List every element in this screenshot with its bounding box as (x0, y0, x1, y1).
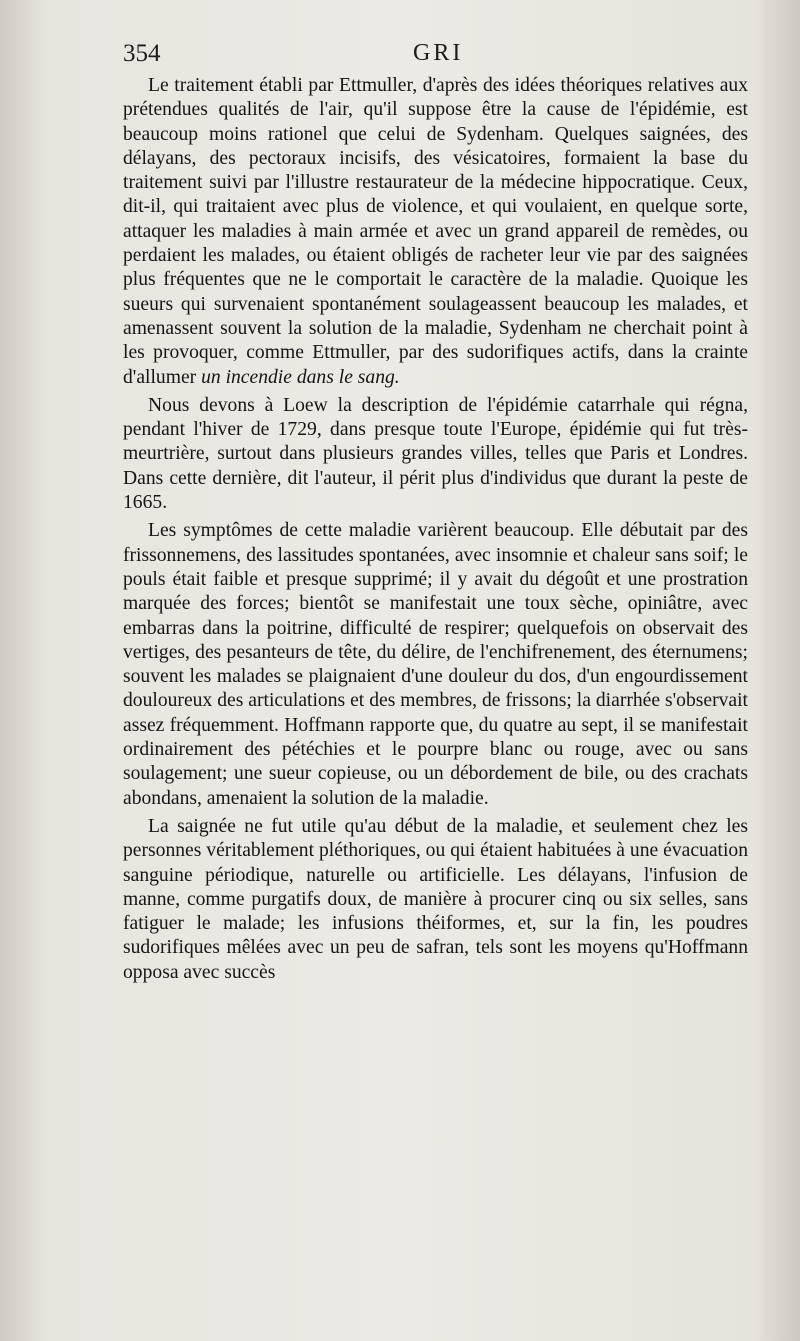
body-text (123, 74, 748, 985)
running-head: GRI (413, 40, 464, 66)
paragraph-4: La saignée ne fut utile qu'au début de la maladie, et seulement chez les personnes véritablement pléthoriques, ou qui étaient habituées à une évacuation sanguine périodique, naturelle ou artificielle. Les délayans, l'infusion de manne, comme purgatifs doux, de manière à procurer cinq ou six selles, sans fatiguer le malade; les infusions théiformes, et, sur la fin, les poudres sudorifiques mêlées avec un peu de safran, tels sont les moyens qu'Hoffmann opposa avec succès (123, 815, 748, 983)
paragraph-1-text: Le traitement établi par Ettmuller, d'après des idées théoriques relatives aux prétendues qualités de l'air, qu'il suppose être la cause de l'épidémie, est beaucoup moins rationel que celui de Sydenham. Quelques saignées, des délayans, des pectoraux incisifs, des vésicatoires, formaient la base du traitement suivi par l'illustre restaurateur de la médecine hippocratique. Ceux, dit-il, qui traitaient avec plus de violence, et qui voulaient, en quelque sorte, attaquer les maladies à main armée et avec un grand appareil de remèdes, ou perdaient les malades, ou étaient obligés de racheter leur vie par des saignées plus fréquentes que ne le comportait le caractère de la maladie. Quoique les sueurs qui survenaient spontanément soulageassent beaucoup les malades, et amenassent souvent la solution de la maladie, Sydenham ne cherchait point à les provoquer, comme Ettmuller, par des sudorifiques actifs, dans la crainte d'allumer (123, 75, 748, 388)
paragraph-2: Nous devons à Loew la description de l'épidémie catarrhale qui régna, pendant l'hiver de 1729, dans presque toute l'Europe, épidémie qui fut très-meurtrière, surtout dans plusieurs grandes villes, telles que Paris et Londres. Dans cette dernière, dit l'auteur, il périt plus d'individus que durant la peste de 1665. (123, 394, 748, 514)
page-header (123, 40, 748, 74)
paragraph-1-italic-phrase: un incendie dans le sang. (201, 366, 400, 388)
paragraph-3: Les symptômes de cette maladie varièrent beaucoup. Elle débutait par des frissonnemens, des lassitudes spontanées, avec insomnie et chaleur sans soif; le pouls était faible et presque supprimé; il y avait du dégoût et une prostration marquée des forces; bientôt se manifestait une toux sèche, opiniâtre, avec embarras dans la poitrine, difficulté de respirer; quelquefois on observait des vertiges, des pesanteurs de tête, du délire, de l'enchifrenement, des éternumens; souvent les malades se plaignaient d'une douleur du dos, d'un engourdissement douloureux des articulations et des membres, de frissons; la diarrhée s'observait assez fréquemment. Hoffmann rapporte que, du quatre au sept, il se manifestait ordinairement des pétéchies et le pourpre blanc ou rouge, avec ou sans soulagement; une sueur copieuse, ou un débordement de bile, ou des crachats abondans, amenaient la solution de la maladie. (123, 520, 748, 809)
paragraph-1 (123, 74, 748, 390)
page-number: 354 (123, 40, 161, 67)
